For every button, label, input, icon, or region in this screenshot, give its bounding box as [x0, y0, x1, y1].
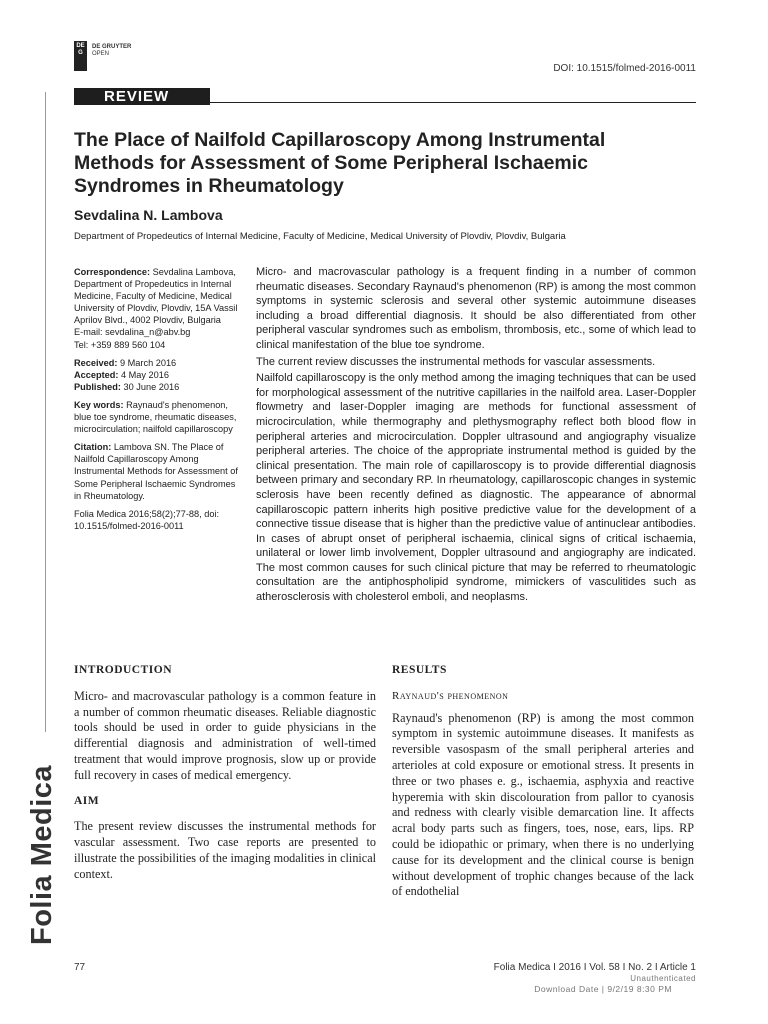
correspondence-label: Correspondence: — [74, 267, 151, 277]
correspondence-text: Sevdalina Lambova, Department of Propedeutics in Internal Medicine, Faculty of Medicine, Medical University of Plovdiv, Plovdiv, 15A Vassil Aprilov Blvd., 4002 Plovdiv, Bulgaria — [74, 267, 238, 326]
aim-text: The present review discusses the instrumental methods for vascular assessment. Two case reports are presented to illustrate the possibilities of the imaging modalities in clinical context. — [74, 819, 376, 881]
publisher-logo-text — [92, 44, 131, 58]
author: Sevdalina N. Lambova — [74, 207, 223, 223]
article-title: The Place of Nailfold Capillaroscopy Among Instrumental Methods for Assessment of Some Peripheral Ischaemic Syndromes in Rheumatology — [74, 129, 606, 197]
affiliation: Department of Propedeutics of Internal Medicine, Faculty of Medicine, Medical University of Plovdiv, Plovdiv, Bulgaria — [74, 231, 566, 242]
aim-heading: AIM — [74, 794, 100, 807]
section-label: REVIEW — [74, 88, 210, 105]
publisher-logo-mark: DE G — [74, 41, 87, 71]
raynaud-subheading: Raynaud's phenomenon — [392, 689, 509, 702]
results-text: Raynaud's phenomenon (RP) is among the most common symptom in systemic autoimmune diseases. It manifests as reversible vasospasm of the small peripheral arteries and arterioles at cold exposure or emotional stress. It presents in three or two phases e. g., ischaemia, asphyxia and reactive hyperemia with skin discolouration from pallor to cyanosis and redness with clearly visible demarcation line. It affects acral body parts such as fingers, toes, nose, ears, lips. RP could be idiopathic or primary, when there is no underlying cause for its development and the clinical course is benign without development of trophic changes because of the lack of endothelial — [392, 710, 694, 899]
email[interactable]: E-mail: sevdalina_n@abv.bg — [74, 327, 191, 338]
body-column-left — [74, 663, 376, 893]
page-number: 77 — [74, 962, 86, 973]
sidebar-rule — [45, 92, 46, 732]
journal-vertical-title: Folia Medica — [26, 764, 58, 945]
publisher-name: DE GRUYTER — [92, 44, 132, 50]
introduction-heading: INTRODUCTION — [74, 664, 173, 676]
accepted-date: 4 May 2016 — [120, 369, 169, 380]
publisher-sub: OPEN — [92, 51, 110, 57]
correspondence — [74, 266, 242, 351]
abstract — [256, 265, 696, 607]
citation-ref: Folia Medica 2016;58(2);77-88, doi: 10.1515/folmed-2016-0011 — [74, 508, 220, 531]
keywords-label: Key words: — [74, 399, 124, 410]
download-date: Download Date | 9/2/19 8:30 PM — [534, 984, 672, 994]
citation-label: Citation: — [74, 442, 112, 453]
keywords-text: Raynaud's phenomenon, blue toe syndrome, rheumatic diseases, microcirculation; nailfold capillaroscopy — [74, 399, 237, 435]
results-heading: RESULTS — [392, 664, 447, 676]
published-date: 30 June 2016 — [123, 381, 180, 392]
introduction-text: Micro- and macrovascular pathology is a common feature in a number of common rheumatic diseases. Reliable diagnostic tools should be used in order to guide physicians in the differential diagnosis and administration of well-timed treatment that would improve prognosis, slow up or provide full recovery in cases of medical emergency. — [74, 688, 376, 782]
article-meta — [74, 266, 242, 538]
body-column-right — [392, 663, 694, 910]
received-label: Received: — [74, 357, 118, 368]
citation — [74, 441, 242, 501]
abstract-paragraph: The current review discusses the instrumental methods for vascular assessments. — [256, 355, 656, 368]
received-date: 9 March 2016 — [119, 357, 177, 368]
published-label: Published: — [74, 381, 121, 392]
unauthenticated-note: Unauthenticated — [630, 974, 696, 983]
dates — [74, 357, 242, 393]
keywords — [74, 399, 242, 435]
abstract-paragraph: Nailfold capillaroscopy is the only method among the imaging techniques that can be used for morphological assessment of the nutritive capillaries in the nailfold area. Laser-Doppler flowmetry and laser-Doppler imaging are methods for functional assessment of microcirculation, while thermography and plethysmography reflect both blood flow in peripheral arteries and microcirculation. Doppler ultrasound and angiography visualize peripheral arteries. The choice of the appropriate instrumental method is guided by the clinical presentation. The main role of capillaroscopy is to provide differential diagnosis between primary and secondary RP. In rheumatology, capillaroscopic changes in systemic sclerosis have been recently defined as diagnostic. The appearance of abnormal capillaroscopic pattern inherits high positive predictive value for the development of a connective tissue disease that is higher than the predictive value of antinuclear antibodies. In cases of abrupt onset of peripheral ischaemia, clinical signs of critical ischaemia, unilateral or lower limb involvement, Doppler ultrasound and angiography are indicated. The most common causes for such clinical picture that may be referred to rheumatologic consultation are the antiphospholipid syndrome, mimickers of vasculitides such as atherosclerosis with cholesterol emboli, and neoplasms. — [256, 372, 696, 604]
doi[interactable]: DOI: 10.1515/folmed-2016-0011 — [553, 63, 696, 74]
abstract-paragraph: Micro- and macrovascular pathology is a frequent finding in a number of common rheumatic diseases. Secondary Raynaud's phenomenon (RP) is among the most common symptoms in systemic sclerosis and several other systemic autoimmune diseases including a broad differential diagnosis. It should be also differentiated from other peripheral vascular syndromes such as embolism, thrombosis, etc., some of which lead to clinical manifestation of the blue toe syndrome. — [256, 266, 696, 351]
accepted-label: Accepted: — [74, 369, 119, 380]
footer-journal-info: Folia Medica I 2016 I Vol. 58 I No. 2 I Article 1 — [493, 962, 696, 973]
citation-text: Lambova SN. The Place of Nailfold Capillaroscopy Among Instrumental Methods for Assessment of Some Peripheral Ischaemic Syndromes in Rheumatology. — [74, 442, 238, 501]
telephone: Tel: +359 889 560 104 — [74, 339, 166, 350]
